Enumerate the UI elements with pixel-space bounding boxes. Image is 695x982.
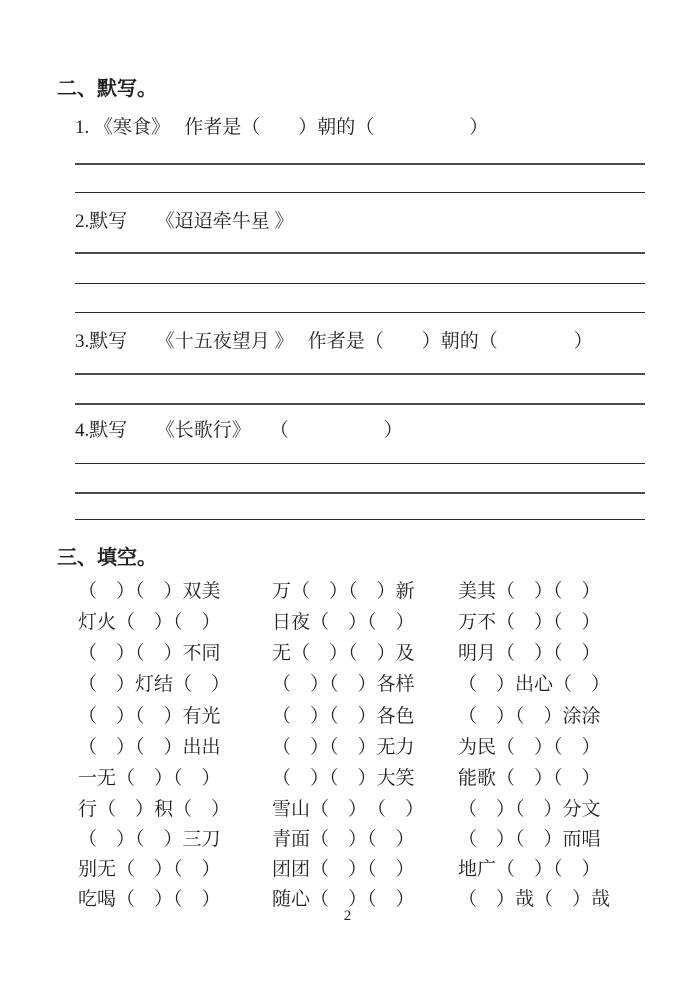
fill-row: [0, 701, 695, 727]
fill-cell: 团团（ ）（ ）: [272, 859, 415, 880]
fill-cell: （ ）（ ）涂涂: [458, 706, 601, 727]
answer-line: [75, 519, 645, 520]
fill-cell: 日夜（ ）（ ）: [272, 612, 415, 633]
fill-cell: 别无（ ）（ ）: [78, 859, 221, 880]
fill-cell: （ ）（ ）不同: [78, 643, 221, 664]
fill-cell: （ ）（ ）分文: [458, 799, 601, 820]
dictation-item-2: 2.默写 《迢迢牵牛星 》: [75, 211, 294, 232]
fill-cell: （ ）哉（ ）哉: [458, 889, 611, 910]
fill-cell: （ ）（ ）出出: [78, 737, 221, 758]
fill-row: [0, 638, 695, 664]
fill-cell: （ ）（ ）三刀: [78, 829, 221, 850]
answer-line: [75, 192, 645, 193]
answer-line: [75, 373, 645, 375]
fill-cell: 灯火（ ）（ ）: [78, 612, 221, 633]
fill-cell: 美其（ ）（ ）: [458, 581, 601, 602]
fill-cell: 明月（ ）（ ）: [458, 643, 601, 664]
fill-cell: （ ）（ ）有光: [78, 706, 221, 727]
fill-cell: 万不（ ）（ ）: [458, 612, 601, 633]
fill-cell: 行（ ）积（ ）: [78, 799, 231, 820]
fill-cell: 能歌（ ）（ ）: [458, 768, 601, 789]
fill-cell: 为民（ ）（ ）: [458, 737, 601, 758]
fill-cell: （ ）（ ）各色: [272, 706, 415, 727]
fill-row: [0, 763, 695, 789]
fill-cell: （ ）（ ）无力: [272, 737, 415, 758]
fill-cell: （ ）（ ）各样: [272, 674, 415, 695]
fill-row: [0, 854, 695, 880]
fill-row: [0, 669, 695, 695]
answer-line: [75, 163, 645, 165]
fill-row: [0, 884, 695, 910]
fill-row: [0, 824, 695, 850]
page-number: 2: [343, 908, 352, 924]
fill-row: [0, 607, 695, 633]
section-heading-fill: 三、填空。: [57, 547, 157, 569]
dictation-item-3: 3.默写 《十五夜望月 》 作者是（ ）朝的（ ）: [75, 331, 593, 352]
answer-line: [75, 492, 645, 494]
answer-line: [75, 403, 645, 405]
fill-row: [0, 794, 695, 820]
fill-cell: 无（ ）（ ）及: [272, 643, 415, 664]
fill-cell: 吃喝（ ）（ ）: [78, 889, 221, 910]
fill-cell: 地广（ ）（ ）: [458, 859, 601, 880]
answer-line: [75, 312, 645, 313]
answer-line: [75, 283, 645, 284]
fill-cell: 雪山（ ） （ ）: [272, 799, 425, 820]
fill-cell: 青面（ ）（ ）: [272, 829, 415, 850]
fill-cell: （ ）（ ）双美: [78, 581, 221, 602]
answer-line: [75, 252, 645, 254]
fill-cell: （ ）（ ）而唱: [458, 829, 601, 850]
fill-row: [0, 576, 695, 602]
fill-cell: 随心（ ）（ ）: [272, 889, 415, 910]
fill-cell: （ ）出心（ ）: [458, 674, 611, 695]
fill-cell: 万（ ）（ ）新: [272, 581, 415, 602]
fill-cell: （ ）灯结（ ）: [78, 674, 231, 695]
section-heading-dictation: 二、默写。: [57, 78, 157, 100]
dictation-item-4: 4.默写 《长歌行》 （ ）: [75, 420, 403, 441]
answer-line: [75, 463, 645, 464]
dictation-item-1: 1. 《寒食》 作者是（ ）朝的（ ）: [75, 117, 489, 138]
fill-cell: （ ）（ ）大笑: [272, 768, 415, 789]
fill-row: [0, 732, 695, 758]
fill-cell: 一无（ ）（ ）: [78, 768, 221, 789]
